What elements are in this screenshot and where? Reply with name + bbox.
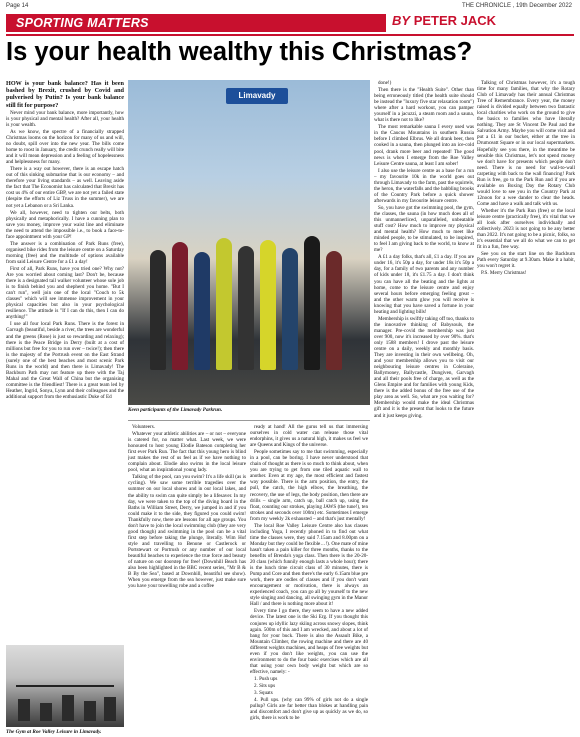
article-paragraph: Every time I go there, they seem to have a new added device. The latest one is the Ski Erg. If you thought this conjures up idyllic lazy skiing across snowy slopes, think again. 500m of this and I am wrecked, and about a lot of bang for your buck. There is also the Assault Bike, a Mountain Climber, the rowing machine and there are 40 different weights machines, and heaps of free weights but even if you don't like weights, you can use the environment to do the four basic exercises which are all that using your own body weight but which are so effective, namely: - <box>250 608 368 675</box>
article-paragraph: The local Roe Valley Leisure Centre also has classes including Yoga, I recently phoned in to find out what time the classes were, they said 7.15am and 8.00pm on a Monday but they could be flexible…!). One mate of mine hasn't taken a pain killer for three months, thanks to the benefits of Brenda's yoga class. Then there is the 20-20-20 class (which funnily enough lasts a whole hour); there is the lunch time circuit class of 30 minutes, there is Pump and Core and then there's the early 6.15am blue pre work, there are oodles of classes and if you don't want encouragement or motivation, there is always an experienced coach, you can go all by yourself to the new style singing and dancing, all swinging gym in the Manor Hall / and there is nothing more about it! <box>250 522 368 608</box>
article-paragraph: Talking of the pool, can you swim? It's a life skill (as is cycling). We saw some terrible tragedies over the summer on our local shores and in our local lakes, and the ability to swim can quite simply be a lifesaver. In my day, we were taken to the top of the diving board in the Baths in William Street, Derry, we jumped in and if you could make it to the side, they figured you could swim! Thankfully now, there are lessons for all age groups. You don't have to join the local swimming club (they are very good though) and swimming in the pool can be a vital first step before taking the plunge, literally. Wim Hof style and travelling to Benone or Castlerock or Portstewart or Portrush or any number of our local beautiful beaches to experience the true force and beauty of nature on our doorstep for free! (Downhill Beach has also been highlighted in the BBC recent series, "Mr B & B By the Sea", based at Downhill, beautiful see show). When you emerge from the sea however, just make sure you have your towelling robe and a coffee <box>128 474 246 590</box>
article-paragraph: Membership is swiftly taking off too, thanks to the innovative thinking of Babysouls, the manager. Pre-covid the membership was just over 900, now it's increased by over 90%. that's only 1588 members! I drove past the leisure centre on a daily, weekly and monthly basis. They are investing in their own wellbeing. Oh, and your membership allows you to visit our neighbouring leisure centres in Coleraine, Ballymoney, Ballycastle, Dungiven, Garvagh and all their pools free of charge, as well as the Glens Empire and for families with young Kids, there is the added bonus of the free use of the play area as well. So, what are you waiting for? Membership would make the ideal Christmas gift and it is the present that looks to the future and it just keeps giving. <box>374 315 474 419</box>
limavady-banner-sign: Limavady <box>226 88 288 104</box>
article-column-1 <box>6 80 124 640</box>
runner-figure <box>260 240 276 370</box>
gym-machine <box>40 703 52 721</box>
article-paragraph: A £1 a day folks, that's all, £1 a day. If you are under 16, it's 50p a day, for under 18s it's 50p a day, for a family of two parents and any number of kids under 18, it's £1.75 a day. I don't think you can have all the beating and the lights at home, come to the leisure centre and enjoy several hours before emerging feeling great – and the other warm glow you will receive is knowing that you have saved a fortune in your heating and lighting bills! <box>374 254 474 315</box>
article-paragraph: done!) <box>378 80 392 86</box>
article-paragraph: We all, however, need to tighten our belts, both physically and metaphorically. I have a cunning plan to save you money, improve your waist line and eliminate the need to attend the impossible i.e., to book a face-to-face appointment with your GP! <box>6 209 124 240</box>
article-paragraph: Never mind your bank balance, more importantly, how is your physical and mental health? After all, your health is your wealth. <box>6 109 124 128</box>
article-paragraph: Whether it's the Park Run (free) or the local leisure centre (practically free), it's vital that we all look after ourselves individually and collectively. 2023 is not going to be any better than 2022. It's not going to be a picnic, folks, so it's essential that we all do what we can to get fit in a fun, free way. <box>477 207 575 251</box>
byline-author: PETER JACK <box>413 13 497 28</box>
runner-figure <box>150 250 166 370</box>
exercise-list-item: 4. Pull ups. (why can 99% of girls not do a single pullup? Girls are far better than blokes at handling pain and discomfort and don't give up as quickly as we do, so girls, there is work to be <box>250 697 368 722</box>
article-paragraph: See you on the start line on the Backburn Path every Saturday at 9.30am. Make it a habit, you won't regret it. <box>477 251 575 270</box>
article-paragraph: So, you have got the swimming pool, the gym, the classes, the sauna (in how much does all of this unmannerliced, unparalleled, unbeatable stuff cost? How much to improve my physical and mental health? How much to meet like minded people, to be stimulated, to be inspired, to feel I am giving back to the world, to know at me? <box>374 204 474 254</box>
page-top-line <box>0 0 580 13</box>
exercise-list-item: 3. Squats <box>254 690 273 697</box>
article-paragraph: Whatever your athletic abilities are – or not – everyone is catered for, no matter what. Last week, we were honoured to host young Elodie Bateson completing her first ever Park Run. The fact that this young hero is blind just makes the rest of us feel as if we have nothing to complain about. Elodie also swims in the local leisure pool, what an inspirational young lady. <box>128 431 246 474</box>
article-paragraph: I use all four local Park Runs. There is the forest in Garvagh (beautiful, beside a river, the trees are wonderful and the greens (Rose) is just so rewarding and relaxing); there is the Peace Bridge in Derry (built at a cost of millions but free for you to run over – twice!); then there is the majesty of the Portrush event on the East Strand (surely one of the best beaches and most scenic Park Runs in the world) and then there is Limavady! The Backburn Path may not feature up there with the Taj Mahal and the Great Wall of China but the organising committee is the friendliest! There is a great team led by Heather, Ingrid, Sonya, Lynn and their colleagues and the additional support from the enthusiastic Duke of Ed <box>6 321 124 400</box>
article-paragraph: I also use the leisure centre as a base for a run – my favourite 10k in the world goes out through Limavady to the farm, past the squirrels, the heron, the waterfalls and the babbling brooks of the Country Park before a quick shower afterwards in my favourite leisure centre. <box>374 167 474 204</box>
article-paragraph: Volunteers. <box>132 424 155 430</box>
article-paragraph: Talking of Christmas however, it's a tough time for many families, that why the Rotary Club of Limavady has their annual Christmas Tree of Remembrance. Every year, the money raised is divided equally between two fantastic local charities who work on the ground to give the basics to families who have literally nothing. They are St Vincent De Paul and the Salvation Army. Maybe you will come visit and put a £1 in our bucket, either at the tree in Drumceatt Square or in our local supermarkets. Hopefully see you there, in the meantime be sensible this Christmas, let's not spend money we don't have for presents which people don't need. There is no need for wall-to-wall carpeting with back to the wall financing! Park Run is free, go to the Park Run and if you are available on Boxing Day the Rotary Club would love to see you in the Country Park at 12noon for a wee dander to clear the heads. Come and have a walk and talk with us. <box>477 80 575 207</box>
gym-ceiling-beam <box>16 685 114 687</box>
gym-machine <box>62 695 74 721</box>
article-column-2 <box>128 424 246 734</box>
article-paragraph: First of all, Park Runs, have you tried one? Why not? Are you worried about coming last? Don't be, because there is a designated tail walker volunteer whose sole job is to finish behind you and shepherd you home. "But I can't run", well join one of the local "Couch to 5k classes" which will see immense improvement in your physical capacities but also in your psychological resilience. The attitude is "If I can do this, then I can do anything!" <box>6 265 124 321</box>
article-headline: Is your health wealthy this Christmas? <box>6 38 473 66</box>
gym-machine <box>18 699 30 721</box>
exercise-list-item: 1. Push ups <box>254 675 278 682</box>
section-title: SPORTING MATTERS <box>16 16 149 30</box>
photo-divider <box>128 420 370 421</box>
article-column-3 <box>250 424 368 734</box>
article-paragraph: The most remarkable sauna I every used was in the Caucus Mountains in southern Russia before I climbed Elbrus. We all drank beer, then cooked in a sauna, then plunged into an ice-cold pool, drank more beer and repeated! The good news is when I emerge from the Roe Valley Leisure Centre sauna, at least I am sober! <box>374 124 474 167</box>
article-paragraph: ready at hand! All the gurus tell us that immersing ourselves in cold water can release those vital endorphins, it gives us a natural high, it makes us feel we are Queens and Kings of the universe. <box>250 424 368 449</box>
runner-figure <box>216 238 232 370</box>
runner-figure <box>172 242 188 370</box>
byline-by: BY <box>392 13 411 28</box>
article-lead-paragraph: HOW is your bank balance? Has it been bashed by Brexit, crushed by Covid and pulverised by Putin? Is your bank balance still fit for purpose? <box>6 80 124 109</box>
section-rule <box>6 34 574 36</box>
runner-figure <box>304 236 320 370</box>
parkrun-photo <box>128 80 370 405</box>
runner-figure <box>194 252 210 370</box>
article-paragraph: As we know, the spectre of a financially strapped Christmas looms on the horizon for many of us and will, no doubt, spill over into the new year. The bills come home to roost in January, the credit crunch really will bite and it will mean depression and a feeling of hopelessness and helplessness for many. <box>6 128 124 166</box>
article-paragraph: The answer is a combination of Park Runs (free), organised bike rides from the leisure centre on a Saturday morning (free) and the multitude of options available from said Leisure Centre for a £1 a day! <box>6 240 124 265</box>
article-column-5 <box>477 80 575 732</box>
page-number: Page 14 <box>6 3 29 9</box>
byline <box>392 13 574 33</box>
runner-figure <box>238 246 254 370</box>
gym-machine <box>84 701 96 721</box>
runner-figure <box>326 251 342 370</box>
exercise-list-item: 2. Sits ups <box>254 682 276 689</box>
gym-photo-caption: The Gym at Roe Valley Leisure in Limavady. <box>6 729 102 735</box>
section-banner <box>6 14 386 32</box>
article-signoff: P.S. Merry Christmas! <box>481 270 527 277</box>
gym-machine <box>104 697 116 721</box>
gym-photo <box>6 645 124 727</box>
article-paragraph: People sometimes say to me that swimming, especially in a pool, can be boring. I have never understood that chain of thought as there is so much to think about, when you are trying to get from one tiled aquatic wall to another. Even at my age, the most efficient and fastest way possible. There is the arm position, the entry, the pull, the catch, the high elbow, the breathing, the recovery, the use of legs, the body position, then there are drills – single arm, catch up, ball catch up, using the float, counting our strokes, playing JAWS (the tune!), ten strokes and seconds over 100m) etc. Sometimes I emerge from my weekly 2k exhausted – and that's just mentally! <box>250 449 368 522</box>
article-paragraph: Then there is the "Health Suite". Other than being erroneously titled (the health suite should be instead the "luxury five star relaxation room") where after a hard workout, you can pamper yourself in a jacuzzi, a steam room and a sauna, what is there not to like? <box>374 87 474 124</box>
article-paragraph: There is a way out however, there is an escape hatch out of this sinking submarine that is our economy – and therefore your living standards – as well. Leaving aside the fact that The Economist has calculated that Brexit has cost us 4% of our entire GBP, we are not yet a failed state (despite the efforts of Liz Truss in the summer), we are not yet a Lebanon or a Sri Lanka. <box>6 166 124 209</box>
parkrun-photo-caption: Keen participants of the Limavady Parkrun. <box>128 407 223 413</box>
runner-figure <box>282 248 298 370</box>
publication-date: THE CHRONICLE , 19th December 2022 <box>461 3 572 9</box>
article-column-4 <box>374 80 474 732</box>
